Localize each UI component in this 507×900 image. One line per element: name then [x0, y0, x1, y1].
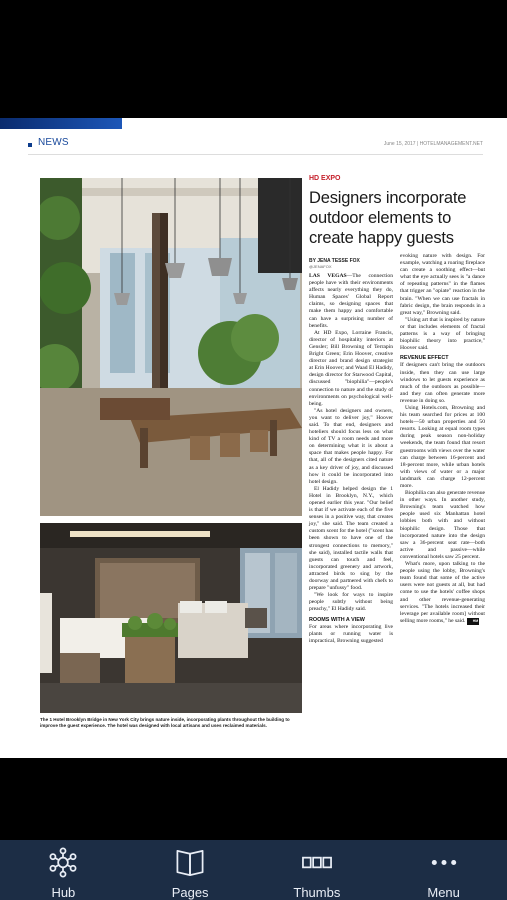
issue-date-url: June 15, 2017 | HOTELMANAGEMENT.NET	[383, 141, 483, 147]
article-kicker: HD EXPO	[309, 175, 341, 182]
article-headline: Designers incorporate outdoor elements to create happy guests	[309, 189, 467, 247]
article-column-2	[400, 253, 485, 625]
tab-hub[interactable]	[0, 840, 127, 900]
hub-icon	[47, 847, 79, 878]
caption-rest: The hotel was designed with local artisans and uses reclaimed materials.	[106, 723, 267, 728]
caption-lead: The 1 Hotel Brooklyn Bridge in New York City brings nature inside, incorporating plants throughout the building to improve the guest experience.	[40, 717, 290, 728]
magazine-page[interactable]	[0, 118, 507, 758]
tab-menu[interactable]	[380, 840, 507, 900]
dateline: LAS VEGAS	[309, 273, 347, 279]
paragraph: Using Hotels.com, Browning and his team searched for prices at 100 hotels—50 urban properties and 50 resorts. Looking at equal room types during peak season non-holiday weekends, the team found that resort guestrooms with views over the water can charge between 16-percent and 18-percent more, while urban hotels with views of water or a major landmark can charge 12-percent more.	[400, 404, 485, 489]
book-open-icon	[174, 847, 206, 878]
article-column-1	[309, 273, 393, 645]
bottom-tab-bar	[0, 840, 507, 900]
tab-label: Hub	[51, 885, 76, 900]
guestroom-photo	[40, 523, 302, 713]
paragraph-text: —The connection people have with their environments affects nearly everything they do, Human Spaces' Global Report claims, so designing spaces that make them happy and comfortable can have a surprising number of benefits.	[309, 273, 393, 329]
header-rule	[28, 154, 483, 155]
paragraph: "As hotel designers and owners, you want to deliver joy," Hoover said. To that end, designers and hoteliers should focus less on what kind of TV a room needs and more on determining what it is about a space that makes people happy. For that, all of the designers cited nature as a key driver of joy, and discussed how it could be incorporated into hotel design.	[309, 407, 393, 485]
section-bullet	[28, 143, 32, 147]
tab-label: Pages	[171, 885, 209, 900]
subhead-rooms-with-a-view: ROOMS WITH A VIEW	[309, 616, 365, 623]
section-color-bar	[0, 118, 122, 129]
thumbnails-icon	[301, 847, 333, 878]
paragraph	[309, 273, 393, 330]
tab-thumbs[interactable]	[254, 840, 381, 900]
restaurant-photo	[40, 178, 302, 516]
section-label: NEWS	[38, 137, 69, 148]
article-twitter-handle: @JENAFOX	[309, 264, 332, 269]
viewer-top-area	[0, 0, 507, 118]
paragraph: El Hadidy helped design the 1 Hotel in Brooklyn, N.Y., which opened earlier this year. "Our belief is that if we activate each of the five senses in a positive way, that creates joy," she said. The team created a custom scent for the hotel ("scent has been shown to have one of the strongest connections to memory," she said), installed tactile walls that guests can touch and feel, incorporated greenery and artwork, attracted birds to sing by the doorway and partnered with chefs to prepare "unfussy" food.	[309, 485, 393, 592]
photo-caption	[40, 717, 302, 729]
paragraph-text: What's more, upon talking to the people using the lobby, Browning's team found that some of the active users were not guests at all, but had come to use the hotels' coffee shops and other revenue-generating services. "The hotels increased their leverage per available room] without selling more rooms," he said.	[400, 561, 485, 624]
tab-pages[interactable]	[127, 840, 254, 900]
article-byline: BY JENA TESSE FOX	[309, 258, 360, 264]
paragraph: "Using art that is inspired by nature or that includes elements of fractal patterns is a way of bringing biophilic theory into practice," Hoover said.	[400, 316, 485, 352]
tab-label: Thumbs	[293, 885, 341, 900]
paragraph: Biophilia can also generate revenue in other ways. In another study, Browning's team watched how people used six Manhattan hotel lobbies both with and without biophilic design. Those that incorporated nature into the design saw a 36-percent seat rate—both active and passive—while conventional hotels saw 25 percent.	[400, 490, 485, 560]
viewer-bottom-area	[0, 758, 507, 840]
end-mark: HM	[467, 618, 479, 625]
more-dots-icon	[428, 847, 460, 878]
paragraph: "We look for ways to inspire people subtly without being preachy," El Hadidy said.	[309, 592, 393, 613]
subhead-revenue-effect: REVENUE EFFECT	[400, 355, 449, 362]
tab-label: Menu	[427, 885, 460, 900]
paragraph	[400, 561, 485, 625]
paragraph: For areas where incorporating live plants or running water is impractical, Browning suggested	[309, 623, 393, 644]
paragraph: If designers can't bring the outdoors inside, then they can use large windows to let guests experience as much of the outdoors as possible—and they can often generate more revenue in doing so.	[400, 362, 485, 404]
paragraph: evoking nature with design. For example, watching a roaring fireplace can create a soothing effect—but what the eye actually sees is "a dance of repeating patterns" in the flames that trigger an "opiate" reaction in the brain. "When we can use fractals in fabric design, the brain responds in a great way," Browning said.	[400, 253, 485, 316]
paragraph: At HD Expo, Lorraine Francis, director of hospitality interiors at Gensler; Bill Browning of Terrapin Bright Green; Erin Hoover, creative director and brand design strategist at Erin Hoover; and Waad El Hadidy, design director for Starwood Capital, discussed "biophilia"—people's connection to nature and the study of environments on psychological well-being.	[309, 329, 393, 407]
